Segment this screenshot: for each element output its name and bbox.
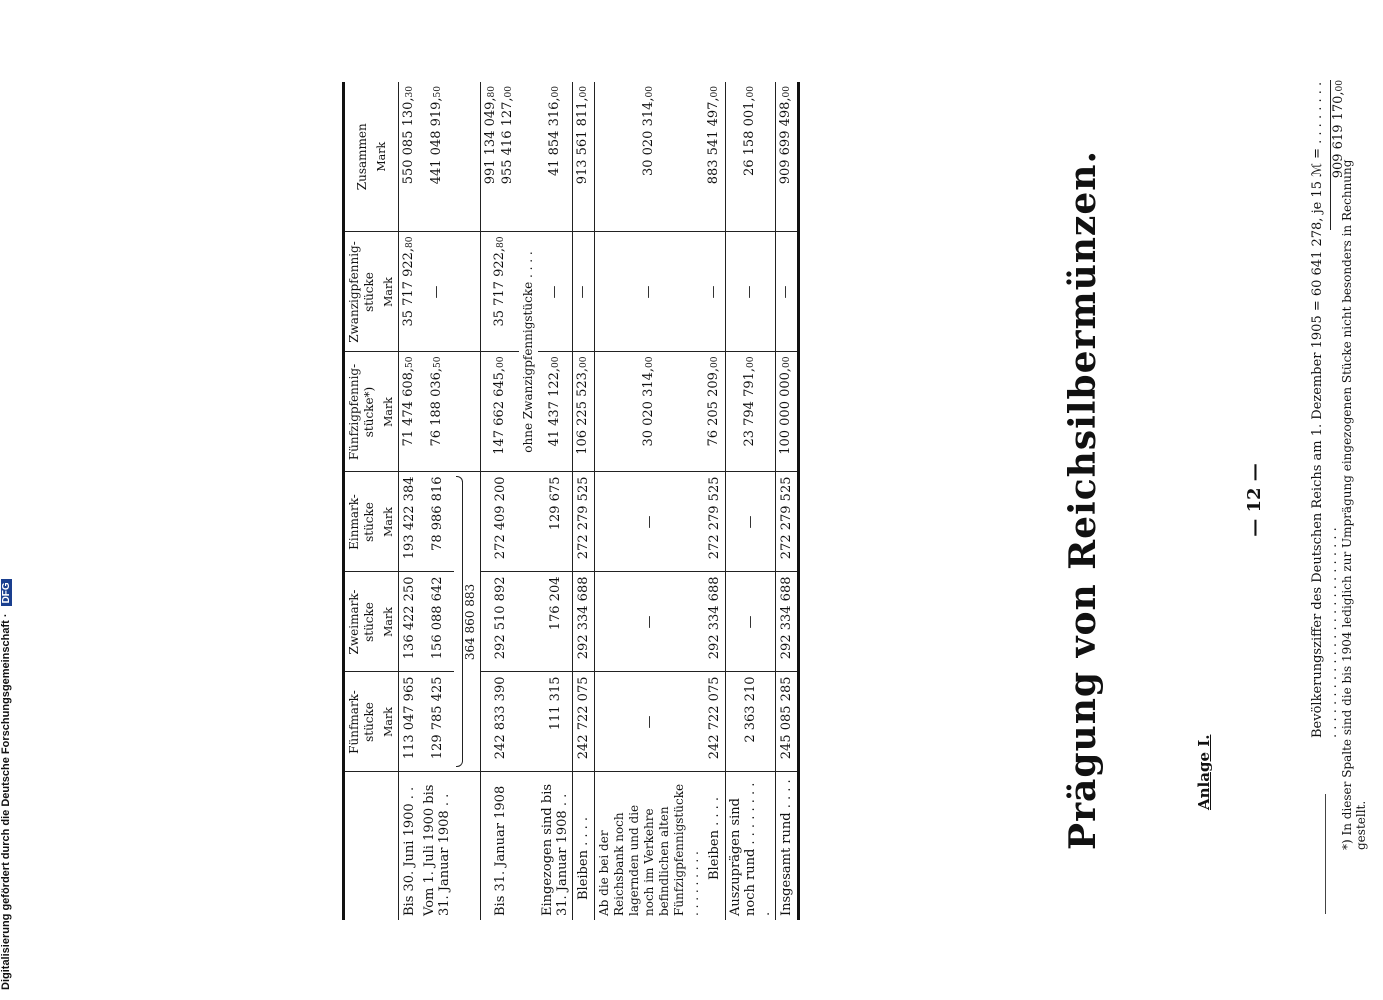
cell: 2 363 210	[726, 672, 776, 772]
cell: —	[420, 232, 454, 352]
cell: 76 205 209,00	[704, 352, 726, 472]
table-row	[399, 82, 421, 920]
cell: 35 717 922,80	[399, 232, 421, 352]
page-title: Prägung von Reichsilbermünzen.	[1062, 150, 1104, 850]
cell: 909 699 498,00	[776, 82, 799, 232]
header-fuenfmark: Fünfmark-stücke Mark	[344, 672, 399, 772]
cell: 100 000 000,00	[776, 352, 799, 472]
table-row	[726, 82, 776, 920]
cell: —	[776, 232, 799, 352]
table-row	[481, 82, 520, 920]
cell: 26 158 001,00	[726, 82, 776, 232]
footnote-rule	[1325, 794, 1326, 914]
cell: 129 675	[538, 472, 573, 572]
cell: —	[595, 232, 705, 352]
cell: 156 088 642	[420, 572, 454, 672]
row-label: Auszuprägen sind noch rund . . . . . . . . .	[726, 772, 776, 920]
cell: 441 048 919,50	[420, 82, 454, 232]
cell: 136 422 250	[399, 572, 421, 672]
population-line: Bevölkerungsziffer des Deutschen Reichs am 1. Dezember 1905 = 60 641 278, je 15 ℳ = . . . . . . . . . . . . . . . . . . . . . . . . . . . . . . . . . .	[1310, 81, 1340, 738]
brace-row	[454, 82, 481, 920]
cell: 883 541 497,00	[704, 82, 726, 232]
header-zweimark: Zweimark-stücke Mark	[344, 572, 399, 672]
cell: —	[595, 672, 705, 772]
cell: 292 334 688	[776, 572, 799, 672]
dfg-logo-icon: DFG	[1, 579, 12, 606]
row-label: Insgesamt rund . . . .	[776, 772, 799, 920]
header-zusammen: Zusammen Mark	[344, 82, 399, 232]
cell: 292 334 688	[573, 572, 595, 672]
brace-icon	[456, 477, 463, 768]
row-label: Ab die bei der Reichsbank noch lagernden und die noch im Verkehre befindlichen alten Fünfzigpfennigstücke . . . . . . . . .	[595, 772, 705, 920]
row-label: Bis 30. Juni 1900 . .	[402, 786, 417, 916]
row-label: Bis 31. Januar 1908	[481, 772, 520, 920]
cell: 193 422 384	[399, 472, 421, 572]
cell: 242 833 390	[481, 672, 520, 772]
header-einmark: Einmark-stücke Mark	[344, 472, 399, 572]
cell: 78 986 816	[420, 472, 454, 572]
footnote: *) In dieser Spalte sind die bis 1904 lediglich zur Umprägung eingezogenen Stücke nicht besonders in Rechnung gestellt.	[1340, 159, 1368, 850]
cell: 292 334 688	[704, 572, 726, 672]
cell: 111 315	[538, 672, 573, 772]
cell: 76 188 036,50	[420, 352, 454, 472]
table-header-row	[344, 82, 399, 920]
population-total: 909 619 170,00	[1330, 80, 1346, 230]
table-row-note	[519, 82, 538, 920]
cell: 550 085 130,30	[399, 82, 421, 232]
cell: 245 085 285	[776, 672, 799, 772]
table-row	[538, 82, 573, 920]
row-label: Bleiben . . . .	[707, 796, 722, 880]
row-label: Vom 1. Juli 1900 bis 31. Januar 1908 . .	[422, 784, 452, 916]
cell: —	[726, 572, 776, 672]
table-row	[573, 82, 595, 920]
cell: 129 785 425	[420, 672, 454, 772]
cell: 23 794 791,00	[726, 352, 776, 472]
table-row	[704, 82, 726, 920]
cell: —	[704, 232, 726, 352]
cell: 71 474 608,50	[399, 352, 421, 472]
brace-cell	[454, 472, 481, 772]
cell: 913 561 811,00	[573, 82, 595, 232]
cell: —	[726, 472, 776, 572]
cell: 113 047 965	[399, 672, 421, 772]
cell: —	[573, 232, 595, 352]
cell: 242 722 075	[573, 672, 595, 772]
cell: 35 717 922,80	[481, 232, 520, 352]
brace-total: 364 860 883	[463, 583, 477, 661]
row-label: Eingezogen sind bis 31. Januar 1908 . .	[540, 783, 570, 916]
header-fuenfzigpfennig: Fünfzigpfennig-stücke*) Mark	[344, 352, 399, 472]
cell: 30 020 314,00	[595, 352, 705, 472]
digitization-credit: Digitalisierung gefördert durch die Deutsche Forschungsgemeinschaft · DFG	[0, 0, 12, 990]
cell: 272 279 525	[704, 472, 726, 572]
without-note: ohne Zwanzigpfennigstücke . . . .	[519, 232, 538, 472]
table-row	[595, 82, 705, 920]
cell: 272 279 525	[573, 472, 595, 572]
cell: 41 437 122,00	[538, 352, 573, 472]
page-number: — 12 —	[1244, 463, 1265, 537]
cell: 272 279 525	[776, 472, 799, 572]
cell: 147 662 645,00	[481, 352, 520, 472]
coinage-table	[342, 82, 800, 920]
cell: 272 409 200	[481, 472, 520, 572]
cell: —	[595, 572, 705, 672]
header-blank	[344, 772, 399, 920]
cell: 176 204	[538, 572, 573, 672]
cell: —	[595, 472, 705, 572]
cell: 41 854 316,00	[538, 82, 573, 232]
anlage-label: Anlage I.	[1195, 734, 1213, 810]
header-zwanzigpfennig: Zwanzigpfennig-stücke Mark	[344, 232, 399, 352]
cell: 292 510 892	[481, 572, 520, 672]
table-row	[420, 82, 454, 920]
table-row	[776, 82, 799, 920]
cell: 242 722 075	[704, 672, 726, 772]
cell: 30 020 314,00	[595, 82, 705, 232]
cell: —	[538, 232, 573, 352]
row-label: Bleiben . . . .	[573, 772, 595, 920]
cell: 106 225 523,00	[573, 352, 595, 472]
cell: —	[726, 232, 776, 352]
cell: 991 134 049,80 955 416 127,00	[481, 82, 520, 232]
